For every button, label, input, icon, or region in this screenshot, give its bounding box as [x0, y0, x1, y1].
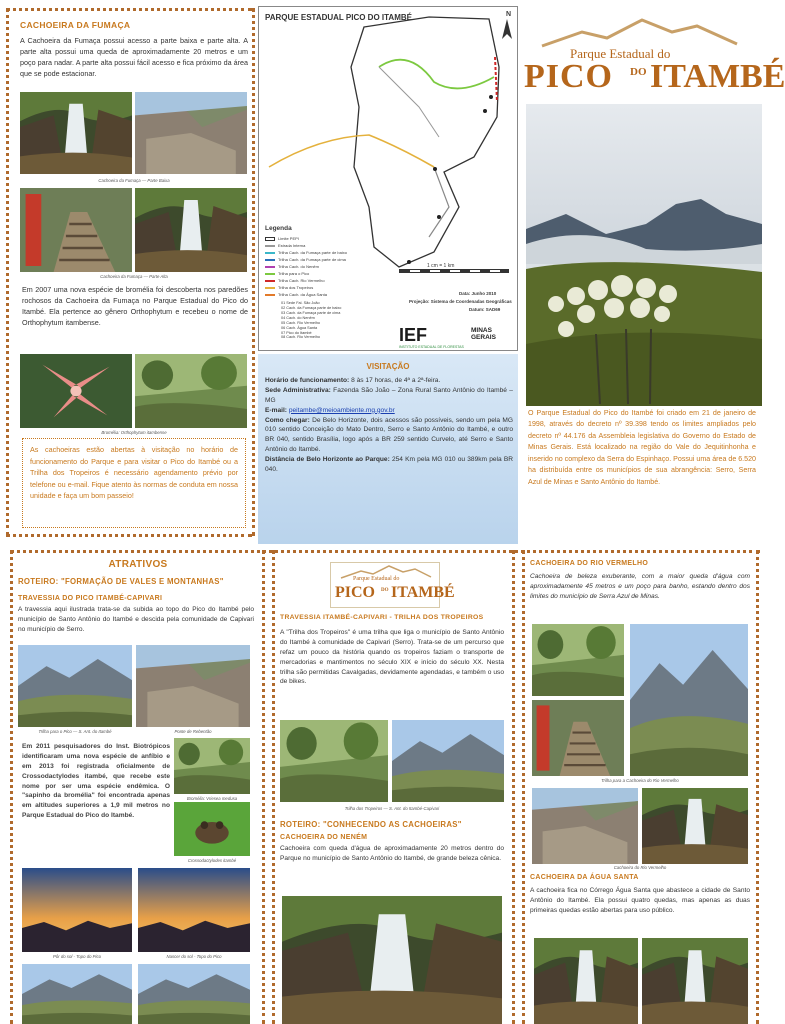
legend-title: Legenda — [265, 225, 292, 232]
map-datum: Datum: SAD69 — [469, 307, 501, 312]
tropeiros-text: A "Trilha dos Tropeiros" é uma trilha que liga o município de Santo Antônio do Itambé à comunidade de Capivari (Serro). Trata-se de um percurso que refaz um pouco da história quando os tropeiros faziam o transporte de mercadorias e mantimentos no século XIX e início do século XX. Nesta trilha são permitidas Cavalgadas, devidamente agendadas, e também o uso de bikes. — [280, 629, 504, 686]
photo-sapo — [174, 802, 250, 856]
email-label: E-mail: — [265, 406, 287, 414]
legend-list — [265, 235, 365, 298]
caption-trilha-pico: Trilha para o Pico — S. Ant. do Itambé — [38, 729, 112, 734]
travessia-text: A travessia aqui ilustrada trata-se da subida ao topo do Pico do Itambé pelo município de Santo Antônio do Itambé e descida pela comunidade de Capivari no município de Serro. — [18, 606, 254, 633]
park-logo — [522, 14, 785, 104]
border-row2-mid1b — [272, 550, 275, 1024]
border-left — [6, 8, 9, 536]
notice-text: As cachoeiras estão abertas à visitação no horário de funcionamento do Parque e para visitar o Pico do Itambé ou a Trilha dos Tropeiros é necessário agendamento prévio por telefone ou e-mail. Fique atento às normas de conduta em nossa unidade e faça um bom passeio! — [30, 445, 238, 501]
border-row2-left — [10, 550, 13, 1024]
roteiro2-title: ROTEIRO: "CONHECENDO AS CACHOEIRAS" — [280, 820, 462, 829]
rio-title: CACHOEIRA DO RIO VERMELHO — [530, 560, 649, 567]
photo-tropeiros-1 — [280, 720, 388, 802]
photo-fumaca-high-2 — [135, 188, 247, 272]
photo-bromelia-2 — [135, 354, 247, 428]
nenem-text: Cachoeira com queda d'água de aproximadamente 20 metros dentro do Parque no município de Santo Antônio do Itambé, de grande beleza cênica. — [280, 845, 504, 862]
legend-item: Trilha Cach. da Fumaça parte de cima — [265, 256, 365, 263]
admin-label: Sede Administrativa: — [265, 386, 331, 394]
photo-landscape — [526, 104, 762, 406]
caption-trilha-rio: Trilha para a Cachoeira do Rio Vermelho — [601, 778, 679, 783]
visit-box — [258, 354, 518, 544]
photo-topo-2 — [138, 964, 250, 1024]
park-map — [258, 6, 518, 351]
border-mid — [252, 8, 255, 536]
about-text: O Parque Estadual do Pico do Itambé foi criado em 21 de janeiro de 1998, através do decreto nº 39.398 tendo os limites ampliados pelo decreto nº 44.176 da Assembleia legislativa do Governo do Estado de Minas Gerais. Está localizado na região do Vale do Jequitinhonha e inserido no complexo da Serra do Espinhaço. Possui uma área de 6.520 ha distribuída entre os municípios de sua abrangência: Serro, Serra Azul de Minas e Santo Antônio do Itambé. — [528, 409, 756, 486]
research-text: Em 2011 pesquisadores do Inst. Biotrópicos identificaram uma nova espécie de anfíbio e em 2013 foi registrada oficialmente de Crossodactylodes itambé, que recebe este nome por ser uma espécie endêmica. O "sapinho da bromélia" foi encontrada apenas em altitudes superiores a 1,9 mil metros no Parque Estadual do Pico do Itambé. — [22, 743, 170, 820]
border-row2-top — [10, 550, 760, 553]
caption-rio: Cachoeira do Rio Vermelho — [613, 865, 667, 870]
legend-item: Trilha Cach. da Água Santa — [265, 291, 365, 298]
fumaca-intro: A Cachoeira da Fumaça possui acesso a parte baixa e parte alta. A parte alta possui uma queda de aproximadamente 20 metros e um poço para nadar. A parte alta possui fácil acesso e fica próximo da área que se pode estacionar. — [20, 36, 248, 79]
caption-por-do-sol: Pôr do sol - Topo do Pico — [52, 954, 102, 959]
notice-box — [22, 438, 246, 528]
caption-ponte: Ponte de Rebentão — [174, 729, 212, 734]
border-row2-mid1 — [262, 550, 265, 1024]
photo-agua-santa-1 — [534, 938, 638, 1024]
ief-sub: INSTITUTO ESTADUAL DE FLORESTAS — [399, 345, 464, 349]
border-row2-mid2 — [512, 550, 515, 1024]
tropeiros-title: TRAVESSIA ITAMBÉ-CAPIVARI - TRILHA DOS TROPEIROS — [280, 614, 484, 621]
photo-rio-vermelho — [630, 624, 748, 776]
border-row2-right — [756, 550, 759, 1024]
photo-rio-cachoeira-2 — [642, 788, 748, 864]
photo-tropeiros-2 — [392, 720, 504, 802]
distance-label: Distância de Belo Horizonte ao Parque: — [265, 456, 390, 464]
photo-fumaca-low-1 — [20, 92, 132, 174]
caption-sapo: Crossodactylodes itambé — [187, 858, 237, 863]
distance-value: 254 Km pela MG 010 ou 389km pela BR 040. — [265, 456, 514, 474]
map-title: PARQUE ESTADUAL PICO DO ITAMBÉ — [265, 13, 412, 22]
map-date: Data: Junho 2010 — [459, 291, 497, 296]
hours-value: 8 às 17 horas, de 4ª a 2ª-feira. — [351, 377, 441, 384]
fumaca-title: CACHOEIRA DA FUMAÇA — [20, 20, 131, 30]
photo-trilha-pico — [18, 645, 132, 727]
logo-itambe: ITAMBÉ — [650, 58, 785, 95]
logo-small-top: Parque Estadual do — [353, 576, 400, 582]
photo-bromelia-vriesea — [174, 738, 250, 794]
roteiro1-title: ROTEIRO: "FORMAÇÃO DE VALES E MONTANHAS" — [18, 577, 224, 586]
agua-text: A cachoeira fica no Córrego Água Santa que abastece a cidade de Santo Antônio do Itambé. Ela possui quatro quedas, mas apenas as duas primeiras quedas estão abertas para uso público. — [530, 887, 750, 914]
photo-rio-trilha-1 — [532, 624, 624, 696]
photo-bromelia-1 — [20, 354, 132, 428]
legend-item: Limite PEPI — [265, 235, 365, 242]
legend-item: Trilha Cach. Rio Vermelho — [265, 277, 365, 284]
logo-small-itambe: ITAMBÉ — [391, 584, 455, 601]
legend-item: Trilha para o Pico — [265, 270, 365, 277]
email-link[interactable]: peitambe@meioambiente.mg.gov.br — [288, 406, 395, 414]
logo-small-pico: PICO — [335, 584, 375, 601]
minas-logo: MINAS GERAIS — [471, 327, 496, 342]
photo-ponte — [136, 645, 250, 727]
visit-body — [265, 376, 513, 475]
photo-agua-santa-2 — [642, 938, 748, 1024]
logo-pico: PICO — [524, 58, 613, 95]
ief-logo: IEF — [399, 325, 428, 345]
photo-fumaca-high-1 — [20, 188, 132, 272]
logo-small-do: DO — [381, 588, 389, 593]
bromelia-text: Em 2007 uma nova espécie de bromélia foi descoberta nos paredões rochosos da Cachoeira da Fumaça no Parque Estadual do Pico do Itambé. Ela pertence ao gênero Orthophytum e recebeu o nome de Orthophytum itambense. — [22, 285, 248, 328]
arrive-value: De Belo Horizonte, dois acessos são possíveis, sendo um pela MG 010 sentido Conceição do Mato Dentro, Serro e Santo Antônio do Itambé, e outro BR 040, sentido Brasília, logo após a BR 259 sentido Curvelo, até Serro e Santo Antônio do Itambé. — [265, 416, 513, 454]
scale-bar — [399, 269, 509, 273]
logo-small — [330, 562, 455, 608]
photo-rio-trilha-2 — [532, 700, 624, 776]
legend-item: Trilha Cach. da Fumaça parte de baixo — [265, 249, 365, 256]
nenem-title: CACHOEIRA DO NENÉM — [280, 834, 368, 841]
points-list: 01 Sede Fal. São João 02 Cach. da Fumaça parte de baixo 03 Cach. da Fumaça parte de cima 04 Cach. do Nenêm 05 Cach. Rio Vermelho 06 Cach. Água Santa 07 Pico do Itambé 08 Cach. Rio Vermelho — [281, 301, 342, 340]
caption-fumaca-high: Cachoeira da Fumaça — Parte Alta — [100, 274, 168, 279]
map-projection: Projeção: Sistema de Coordenadas Geográficas — [409, 299, 512, 304]
photo-rio-cachoeira-1 — [532, 788, 638, 864]
photo-por-do-sol — [22, 868, 132, 952]
photo-topo-1 — [22, 964, 132, 1024]
admin-value: Fazenda São João – Zona Rural Santo Antônio do Itambé – MG — [265, 386, 513, 404]
arrive-label: Como chegar: — [265, 416, 310, 424]
photo-nascer-do-sol — [138, 868, 250, 952]
travessia-title: TRAVESSIA DO PICO ITAMBÉ-CAPIVARI — [18, 595, 163, 602]
caption-tropeiros: Trilha dos Tropeiros — S. Ant. do Itambé-Capivari — [344, 806, 440, 811]
north-label: N — [505, 11, 511, 18]
legend-item: Estrada Interna — [265, 242, 365, 249]
caption-nascer-do-sol: Nascer do sol - Topo do Pico — [166, 954, 222, 959]
caption-fumaca-low: Cachoeira da Fumaça — Parte Baixa — [98, 178, 170, 183]
caption-bromelia-vriesea: Bromélia: Vriesea medusa — [186, 796, 238, 801]
legend-item: Trilha Cach. do Nenêm — [265, 263, 365, 270]
visit-title: VISITAÇÃO — [366, 362, 410, 371]
logo-do: DO — [630, 66, 647, 78]
border-bottom — [6, 534, 252, 537]
photo-fumaca-low-2 — [135, 92, 247, 174]
caption-bromelia: Bromélia: Orthophytum itambense — [101, 430, 167, 435]
photo-nenem — [282, 896, 502, 1024]
border-row2-mid2b — [522, 550, 525, 1024]
legend-item: Trilha dos Tropeiros — [265, 284, 365, 291]
hours-label: Horário de funcionamento: — [265, 377, 350, 384]
rio-text: Cachoeira de beleza exuberante, com a maior queda d'água com aproximadamente 45 metros e um poço para banho, estando dentro dos limites do município de Serra Azul de Minas. — [530, 573, 750, 600]
border-top — [6, 8, 252, 11]
scale-label: 1 cm = 1 km — [427, 263, 455, 269]
logo-top-text: Parque Estadual do — [570, 46, 671, 61]
atrativos-title: ATRATIVOS — [108, 559, 168, 570]
agua-title: CACHOEIRA DA ÁGUA SANTA — [530, 874, 639, 881]
